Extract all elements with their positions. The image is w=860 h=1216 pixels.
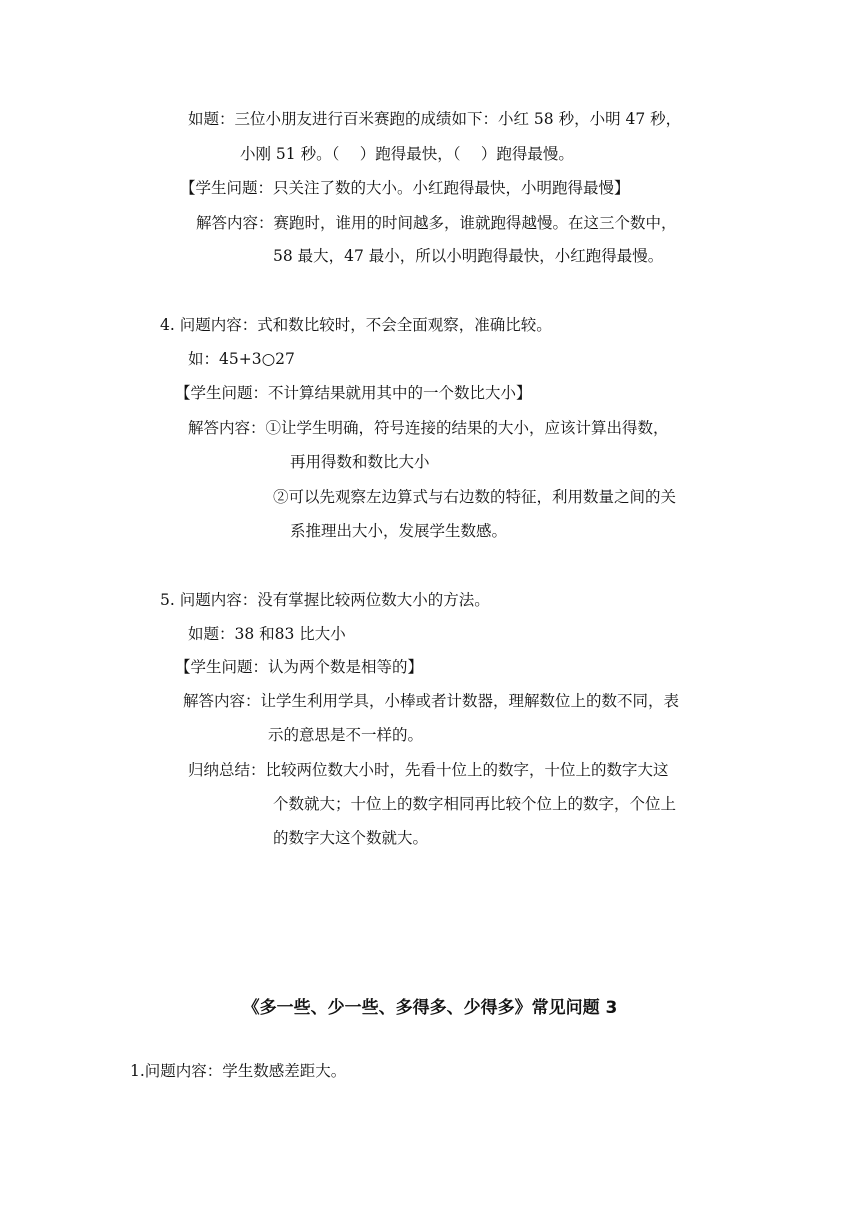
student-issue: 【学生问题：认为两个数是相等的】 — [175, 658, 424, 676]
summary-line: 的数字大这个数就大。 — [273, 829, 429, 847]
answer-line: 系推理出大小，发展学生数感。 — [290, 522, 508, 540]
student-issue: 【学生问题：不计算结果就用其中的一个数比大小】 — [175, 384, 532, 402]
chapter-title: 《多一些、少一些、多得多、少得多》常见问题 3 — [242, 998, 618, 1018]
answer-line: 再用得数和数比大小 — [290, 453, 430, 471]
section-heading: 1.问题内容：学生数感差距大。 — [130, 1062, 347, 1080]
answer-line: 解答内容：让学生利用学具，小棒或者计数器，理解数位上的数不同，表 — [183, 692, 680, 710]
student-issue: 【学生问题：只关注了数的大小。小红跑得最快，小明跑得最慢】 — [180, 179, 630, 197]
answer-line: ②可以先观察左边算式与右边数的特征，利用数量之间的关 — [273, 488, 677, 506]
example-line: 小刚 51 秒。（ ）跑得最快，（ ）跑得最慢。 — [240, 145, 574, 163]
example-line: 如题：38 和83 比大小 — [188, 625, 346, 643]
summary-line: 归纳总结：比较两位数大小时，先看十位上的数字，十位上的数字大这 — [188, 761, 669, 779]
answer-line: 58 最大，47 最小，所以小明跑得最快，小红跑得最慢。 — [273, 247, 664, 265]
section-heading: 4. 问题内容：式和数比较时，不会全面观察，准确比较。 — [160, 316, 552, 334]
section-heading: 5. 问题内容：没有掌握比较两位数大小的方法。 — [160, 591, 490, 609]
example-line: 如：45+3○27 — [188, 350, 295, 368]
summary-line: 个数就大；十位上的数字相同再比较个位上的数字，个位上 — [273, 795, 677, 813]
answer-line: 示的意思是不一样的。 — [268, 726, 424, 744]
example-line: 如题：三位小朋友进行百米赛跑的成绩如下：小红 58 秒，小明 47 秒， — [188, 110, 682, 128]
answer-line: 解答内容：①让学生明确，符号连接的结果的大小，应该计算出得数， — [188, 419, 669, 437]
answer-line: 解答内容：赛跑时，谁用的时间越多，谁就跑得越慢。在这三个数中， — [196, 214, 677, 232]
